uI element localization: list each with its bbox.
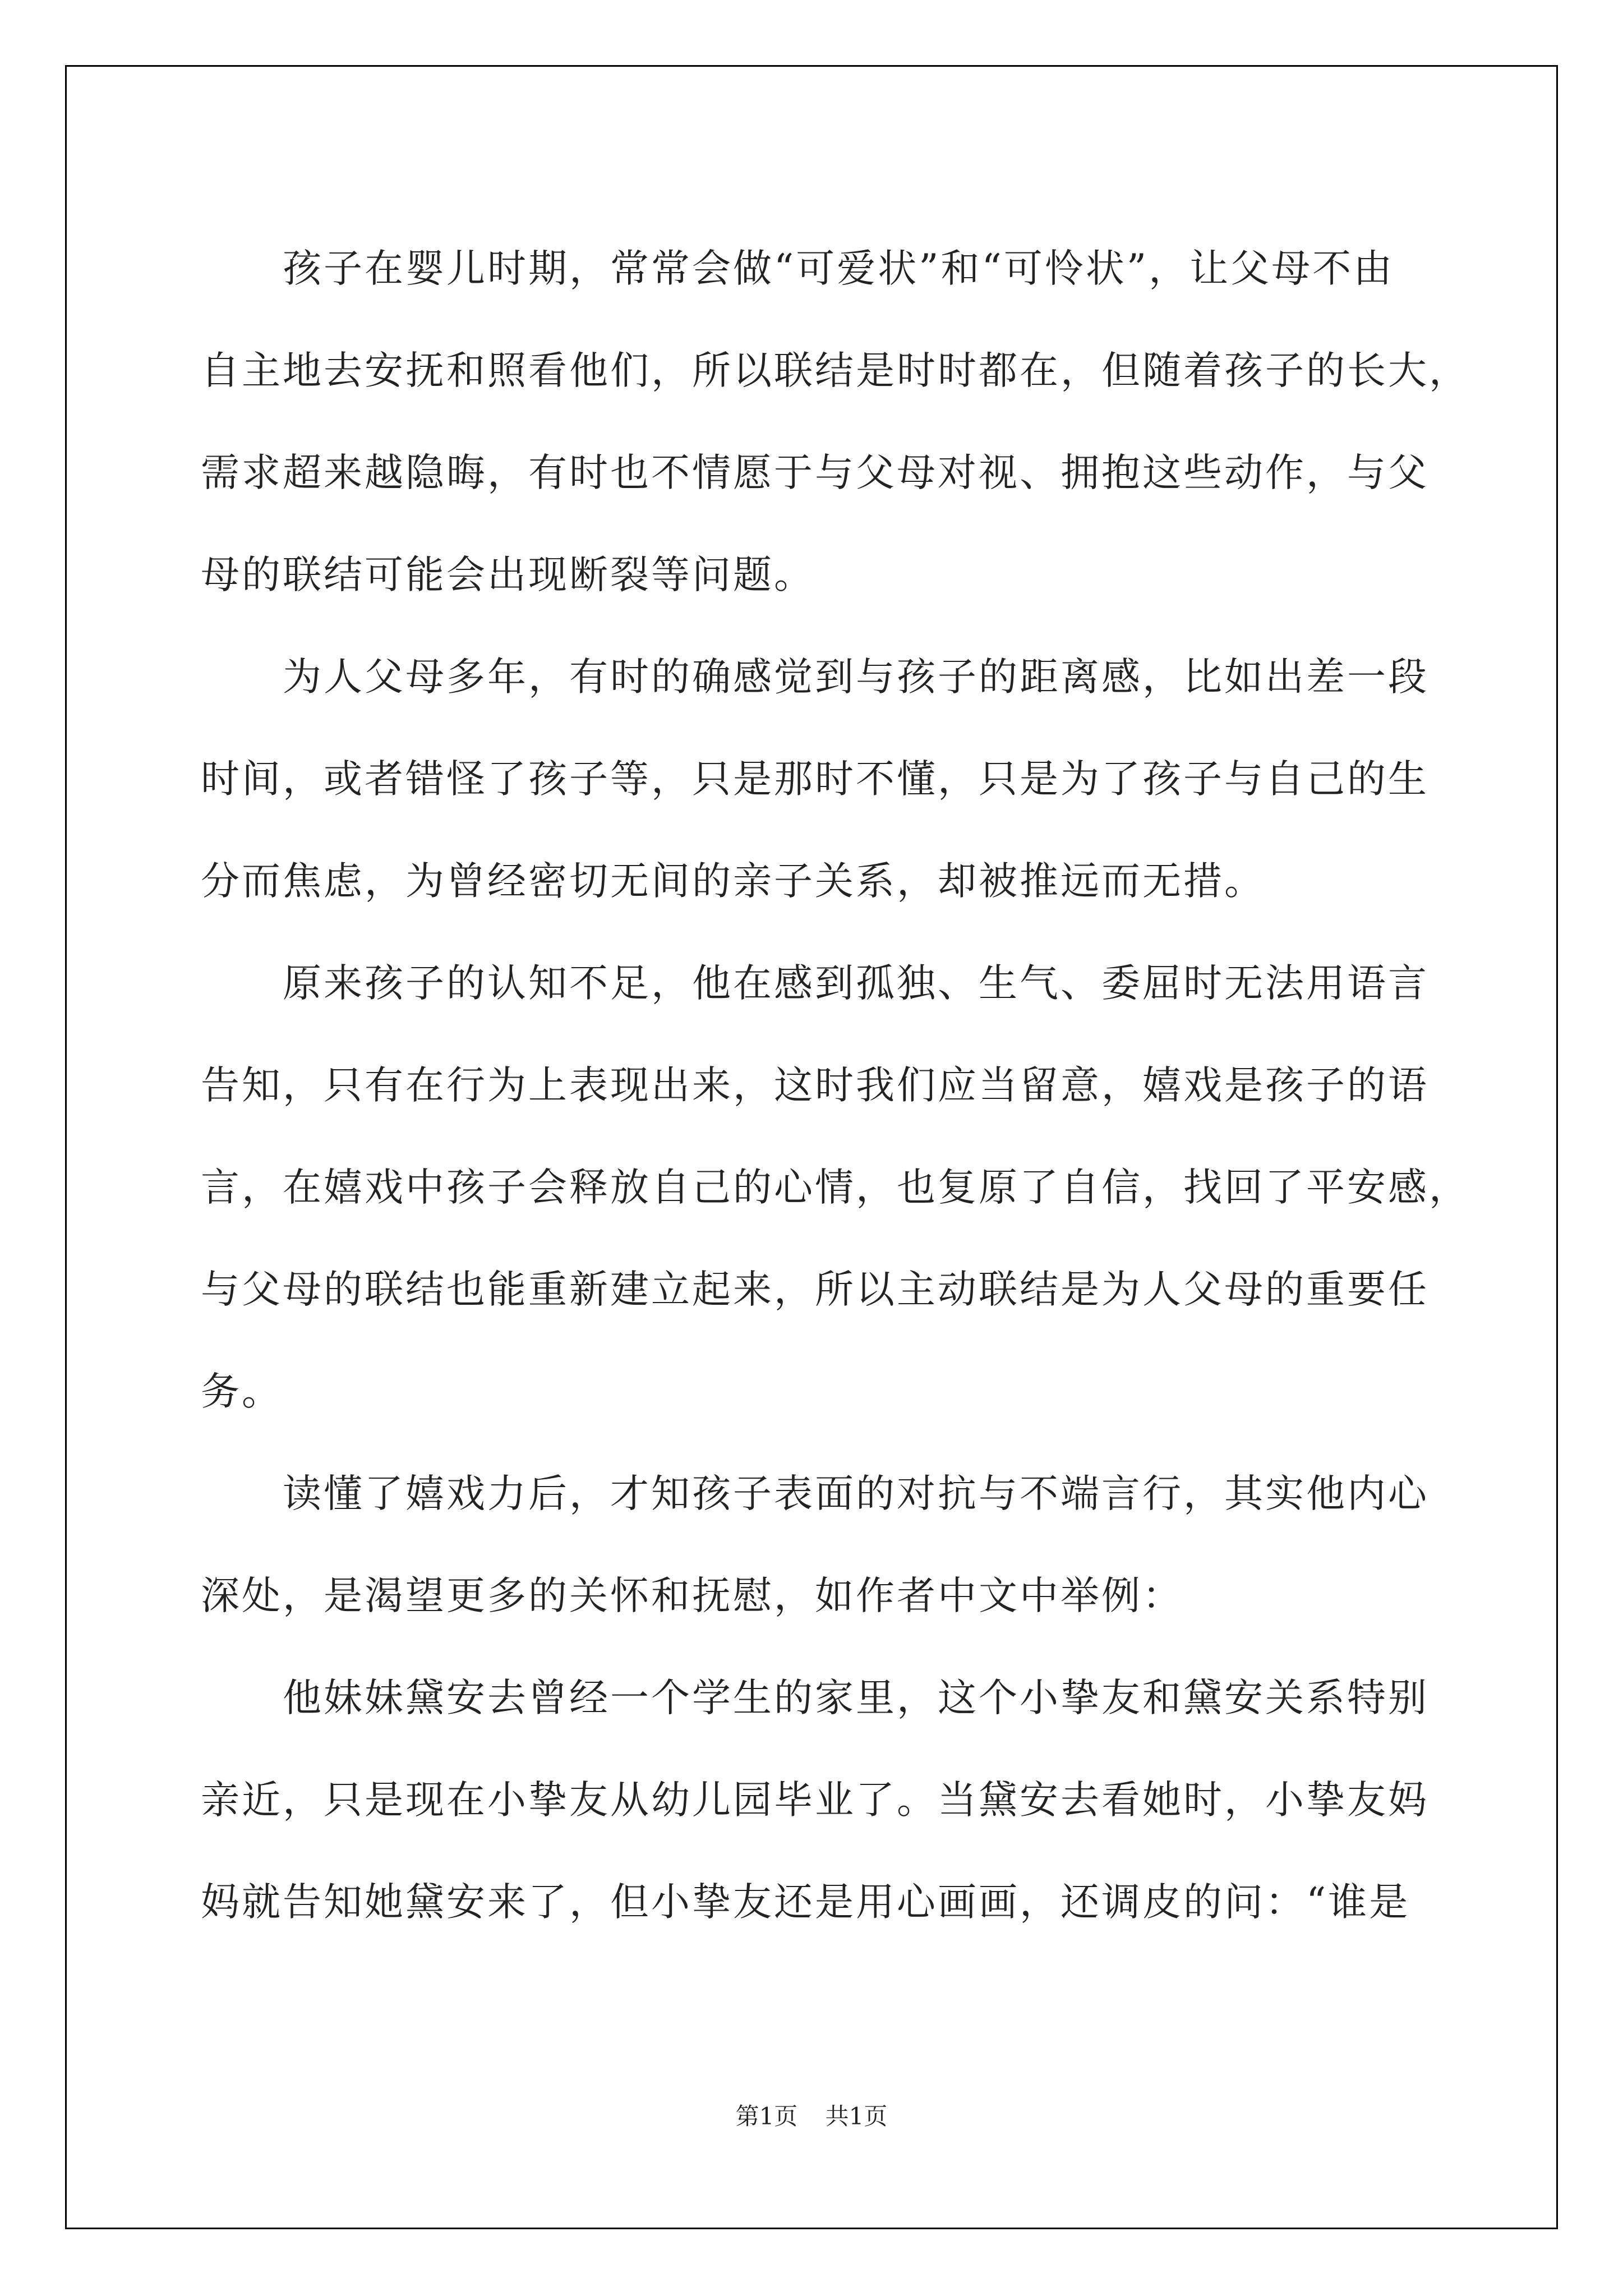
paragraph-5 xyxy=(201,1647,1435,1953)
text-line: 读懂了嬉戏力后，才知孩子表面的对抗与不端言行，其实他内心 xyxy=(283,1471,1429,1516)
text-line: 为人父母多年，有时的确感觉到与孩子的距离感，比如出差一段 xyxy=(283,655,1429,700)
paragraph-3 xyxy=(201,932,1470,1443)
text-line: 亲近，只是现在小挚友从幼儿园毕业了。当黛安去看她时，小挚友妈 xyxy=(201,1778,1429,1823)
text-line: 原来孩子的认知不足，他在感到孤独、生气、委屈时无法用语言 xyxy=(283,961,1429,1006)
text-line: 告知，只有在行为上表现出来，这时我们应当留意，嬉戏是孩子的语 xyxy=(201,1063,1429,1108)
text-line: 孩子在婴儿时期，常常会做“可爱状”和“可怜状”，让父母不由 xyxy=(283,246,1395,291)
text-line: 与父母的联结也能重新建立起来，所以主动联结是为人父母的重要任 xyxy=(201,1267,1429,1312)
text-line: 深处，是渴望更多的关怀和抚慰，如作者中文中举例： xyxy=(201,1573,1183,1618)
text-line: 分而焦虑，为曾经密切无间的亲子关系，却被推远而无措。 xyxy=(201,859,1265,904)
text-line: 母的联结可能会出现断裂等问题。 xyxy=(201,553,815,597)
text-line: 需求超来越隐晦，有时也不情愿于与父母对视、拥抱这些动作，与父 xyxy=(201,450,1429,495)
paragraph-4 xyxy=(201,1443,1435,1647)
text-line: 他妹妹黛安去曾经一个学生的家里，这个小挚友和黛安关系特别 xyxy=(283,1676,1429,1720)
paragraph-2 xyxy=(201,626,1435,932)
text-line: 言，在嬉戏中孩子会释放自己的心情，也复原了自信，找回了平安感， xyxy=(201,1165,1470,1210)
text-line: 自主地去安抚和照看他们，所以联结是时时都在，但随着孩子的长大， xyxy=(201,348,1470,393)
page-number-total: 共1页 xyxy=(825,2102,888,2130)
page-number-current: 第1页 xyxy=(735,2102,798,2130)
document-body xyxy=(201,218,1470,1953)
text-line: 妈就告知她黛安来了，但小挚友还是用心画画，还调皮的问：“谁是 xyxy=(201,1880,1410,1925)
text-line: 时间，或者错怪了孩子等，只是那时不懂，只是为了孩子与自己的生 xyxy=(201,757,1429,802)
text-line: 务。 xyxy=(201,1369,283,1414)
page-footer xyxy=(0,2098,1623,2132)
paragraph-1 xyxy=(201,218,1470,626)
